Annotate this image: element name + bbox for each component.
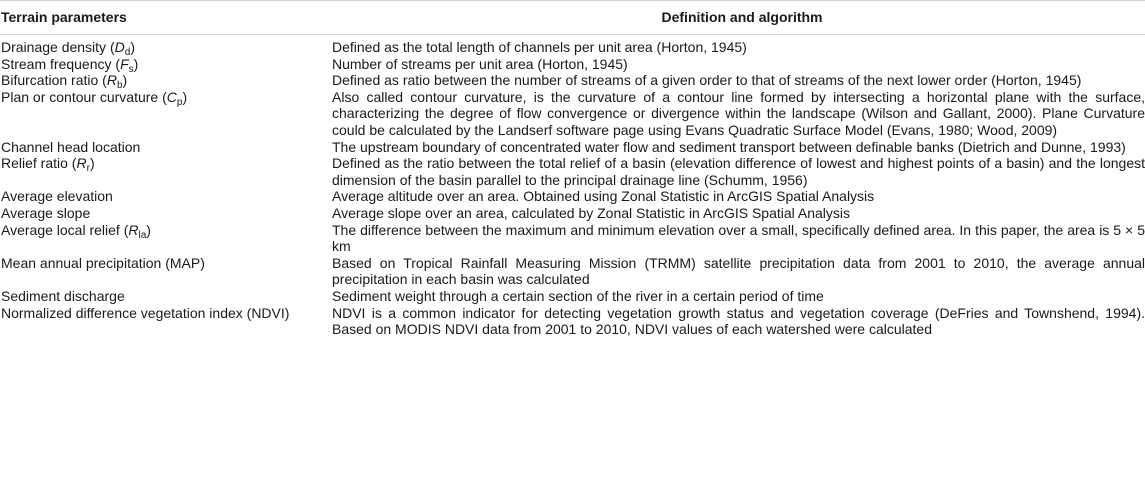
table-row: [0, 39, 1145, 56]
terrain-parameter-name: [0, 205, 332, 222]
parameter-subscript: la: [138, 229, 147, 241]
parameter-symbol: C: [166, 88, 177, 105]
parameter-symbol: R: [106, 72, 117, 89]
parameter-symbol: D: [114, 39, 125, 55]
table-row: [0, 305, 1145, 338]
terrain-parameter-name: [0, 222, 332, 255]
definition-text: Average slope over an area, calculated by Zonal Statistic in ArcGIS Spatial Analysis: [332, 204, 851, 221]
definition-text: Also called contour curvature, is the curvature of a contour line formed by intersecting a horizontal plane with the surface, characterizing the degree of flow convergence or divergence within the landscape (Wilson and Gallant, 2000). Plane Curvature could be calculated by the Landserf software page using Evans Quadratic Surface Model (Evans, 1980; Wood, 2009): [332, 88, 1145, 138]
definition-text: Defined as the total length of channels per unit area (Horton, 1945): [332, 39, 747, 55]
parameter-subscript: p: [176, 96, 183, 108]
parameter-symbol: R: [128, 221, 139, 238]
parameter-label: Average elevation: [1, 188, 113, 205]
table-row: [0, 56, 1145, 73]
parameter-label: Average local relief (: [1, 221, 129, 238]
parameter-label: Channel head location: [1, 138, 141, 155]
terrain-parameter-name: [0, 155, 332, 188]
parameter-symbol: R: [76, 155, 87, 172]
parameter-label: Mean annual precipitation (MAP): [1, 254, 205, 271]
definition-text: Defined as ratio between the number of streams of a given order to that of streams of the next lower order (Horton, 1945): [332, 72, 1082, 89]
terrain-parameter-name: [0, 56, 332, 73]
parameter-label-close: ): [182, 88, 188, 105]
parameter-label-close: ): [146, 221, 151, 238]
parameter-label: Drainage density (: [1, 39, 115, 55]
definition-text: NDVI is a common indicator for detecting vegetation growth status and vegetation coverage (DeFries and Townshend, 1994). Based on MODIS NDVI data from 2001 to 2010, NDVI values of each watershed were calculated: [332, 304, 1145, 338]
parameter-subscript: d: [124, 47, 131, 58]
table-row: [0, 288, 1145, 305]
table-row: [0, 188, 1145, 205]
terrain-parameter-name: [0, 188, 332, 205]
parameter-label: Sediment discharge: [1, 287, 125, 304]
parameter-subscript: r: [86, 163, 90, 175]
parameter-label: Plan or contour curvature (: [1, 88, 167, 105]
terrain-parameter-name: [0, 39, 332, 56]
parameter-subscript: s: [128, 63, 134, 75]
table-row: [0, 255, 1145, 288]
terrain-parameter-name: [0, 305, 332, 338]
table-body: [0, 35, 1145, 338]
table-row: [0, 72, 1145, 92]
table-row: [0, 222, 1145, 255]
definition-text: The upstream boundary of concentrated water flow and sediment transport between definable banks (Dietrich and Dunne, 1993): [332, 138, 1126, 155]
header-terrain-parameters: Terrain parameters: [1, 9, 127, 26]
table-row: [0, 89, 1145, 139]
definition-text: Sediment weight through a certain section of the river in a certain period of time: [332, 287, 824, 304]
table-header: [0, 0, 1145, 35]
terrain-parameter-name: [0, 89, 332, 139]
parameter-subscript: b: [116, 80, 123, 92]
parameter-symbol: F: [120, 55, 129, 72]
table-row: [0, 155, 1145, 188]
parameter-label: Bifurcation ratio (: [1, 72, 107, 89]
terrain-parameter-name: [0, 255, 332, 288]
parameter-label-close: ): [122, 72, 128, 89]
parameter-label-close: ): [133, 55, 139, 72]
table-row: [0, 205, 1145, 222]
parameter-label: Relief ratio (: [1, 155, 77, 172]
parameter-label-close: ): [130, 39, 135, 55]
definition-text: The difference between the maximum and minimum elevation over a small, specifically defined area. In this paper, the area is 5 × 5 km: [332, 221, 1145, 255]
definition-text: Average altitude over an area. Obtained using Zonal Statistic in ArcGIS Spatial Analysis: [332, 188, 875, 205]
definition-text: Based on Tropical Rainfall Measuring Mission (TRMM) satellite precipitation data from 2001 to 2010, the average annual precipitation in each basin was calculated: [332, 254, 1145, 288]
terrain-parameter-name: [0, 288, 332, 305]
terrain-parameter-name: [0, 72, 332, 92]
parameter-label: Normalized difference vegetation index (NDVI): [1, 304, 290, 321]
definition-text: Number of streams per unit area (Horton, 1945): [332, 55, 628, 72]
parameter-label: Average slope: [1, 204, 91, 221]
parameter-label: Stream frequency (: [1, 55, 121, 72]
table-row: [0, 139, 1145, 156]
definition-text: Defined as the ratio between the total relief of a basin (elevation difference of lowest and highest points of a basin) and the longest dimension of the basin parallel to the principal drainage line (Schumm, 1956): [332, 155, 1145, 188]
header-definition-and-algorithm: Definition and algorithm: [661, 9, 823, 26]
terrain-parameter-name: [0, 139, 332, 156]
parameter-label-close: ): [89, 155, 95, 172]
